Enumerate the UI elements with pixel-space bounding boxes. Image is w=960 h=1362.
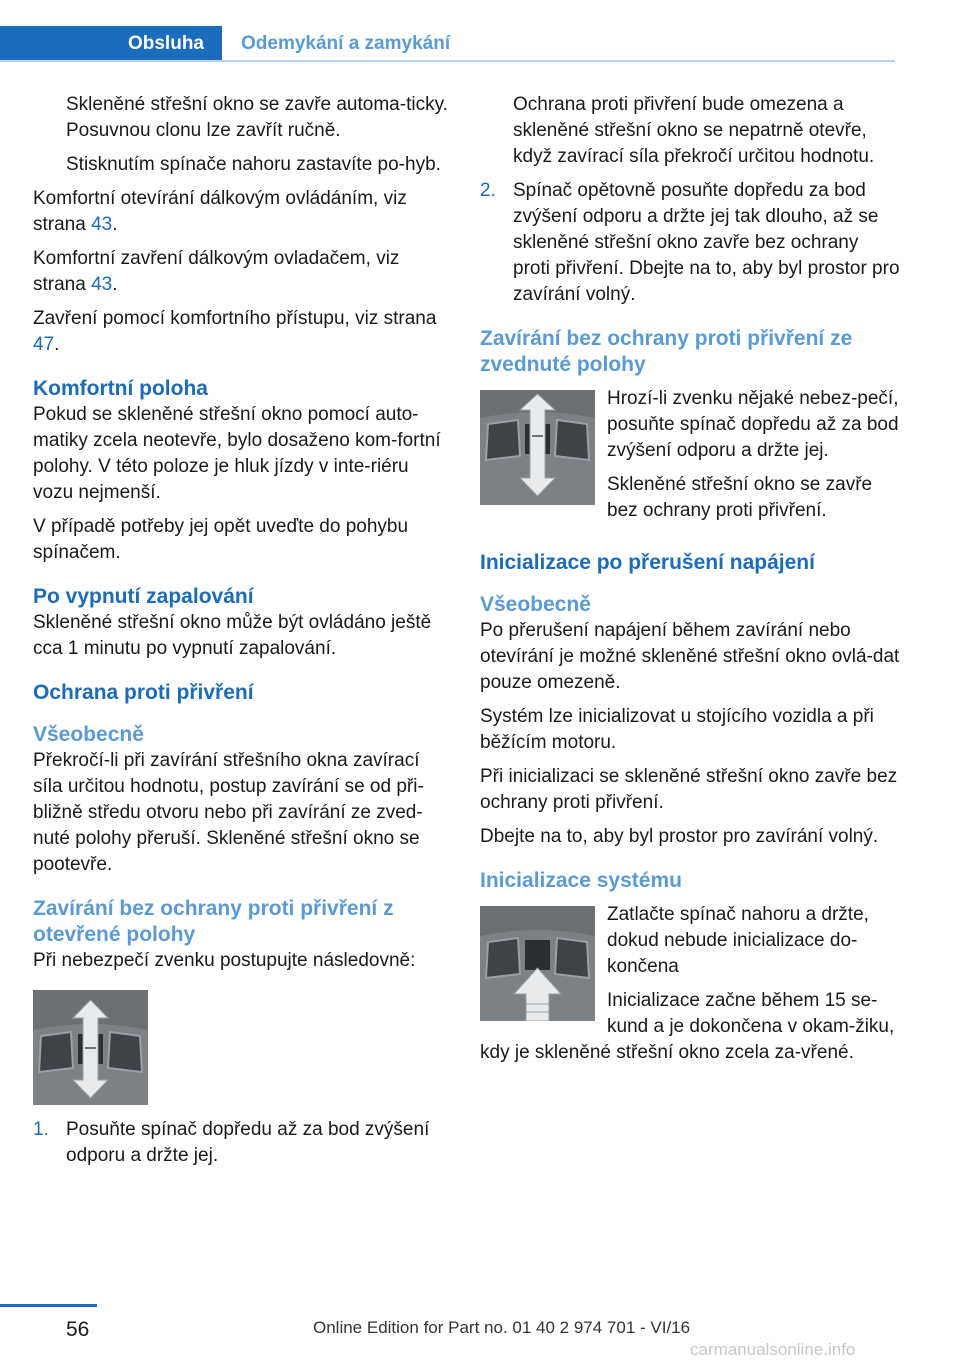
subsection-heading: Zavírání bez ochrany proti přivření z otevřené polohy [33, 897, 394, 946]
subsection-heading: Všeobecně [480, 593, 591, 616]
switch-forward-icon [480, 390, 595, 505]
body-paragraph: Zavření pomocí komfortního přístupu, viz strana 47. [33, 308, 437, 355]
section-heading: Po vypnutí zapalování [33, 585, 254, 608]
step-number: 1. [33, 1119, 49, 1140]
body-paragraph: Při nebezpečí zvenku postupujte následovně: [33, 950, 416, 971]
right-column [480, 92, 900, 1074]
section-tab[interactable]: Odemykání a zamykání [241, 33, 451, 54]
body-paragraph: Překročí-li při zavírání střešního okna zavírací síla určitou hodnotu, postup zavírání se od při‐bližně středu otvoru nebo při zavírání ze zved‐nuté polohy přeruší. Skleněné střešní okno se pootevře. [33, 750, 424, 875]
body-paragraph: Komfortní zavření dálkovým ovladačem, viz strana 43. [33, 248, 400, 295]
body-paragraph: Skleněné střešní okno se zavře bez ochrany proti přivření. [607, 474, 873, 521]
image-text-block [480, 386, 900, 532]
page-link[interactable]: 43 [91, 274, 113, 295]
page-link[interactable]: 47 [33, 334, 55, 355]
section-heading: Inicializace po přerušení napájení [480, 551, 815, 574]
page-header [0, 0, 960, 62]
footer-divider [0, 1304, 97, 1307]
switch-up-icon [480, 906, 595, 1021]
switch-illustration-slide-forward [33, 990, 148, 1105]
subsection-heading: Inicializace systému [480, 869, 682, 892]
list-item: 2. Spínač opětovně posuňte dopředu za bod zvýšení odporu a držte jej tak dlouho, až se skleněné střešní okno zavře bez ochrany proti přivření. Dbejte na to, aby byl prostor pro zavírání volný. [480, 180, 900, 305]
left-column [33, 92, 453, 1177]
switch-illustration-push-up [480, 906, 595, 1021]
chapter-tab[interactable]: Obsluha [0, 26, 222, 62]
body-paragraph: Po přerušení napájení během zavírání nebo otevírání je možné skleněné střešní okno ovlá‐dat pouze omezeně. [480, 620, 900, 693]
switch-forward-icon [33, 990, 148, 1105]
watermark: carmanualsonline.info [690, 1340, 856, 1359]
page-number: 56 [66, 1318, 90, 1341]
step-list [480, 178, 900, 308]
body-paragraph: Hrozí-li zvenku nějaké nebez‐pečí, posuňte spínač dopředu až za bod zvýšení odporu a držte jej. [607, 388, 899, 461]
body-paragraph: Dbejte na to, aby byl prostor pro zavírání volný. [480, 826, 879, 847]
body-paragraph: Inicializace začne během 15 se‐kund a je dokončena v okam‐žiku, kdy je skleněné střešní okno zcela za‐vřené. [480, 990, 895, 1063]
body-paragraph: Komfortní otevírání dálkovým ovládáním, viz strana 43. [33, 188, 407, 235]
section-heading: Komfortní poloha [33, 377, 208, 400]
image-text-block [480, 902, 900, 1074]
body-paragraph: Skleněné střešní okno může být ovládáno ještě cca 1 minutu po vypnutí zapalování. [33, 612, 432, 659]
section-heading: Ochrana proti přivření [33, 681, 254, 704]
subsection-heading: Zavírání bez ochrany proti přivření ze zvednuté polohy [480, 327, 853, 376]
body-paragraph: Systém lze inicializovat u stojícího vozidla a při běžícím motoru. [480, 706, 874, 753]
switch-illustration-raised [480, 390, 595, 505]
page-link[interactable]: 43 [91, 214, 113, 235]
edition-note: Online Edition for Part no. 01 40 2 974 701 - VI/16 [313, 1318, 691, 1337]
intro-paragraph: Stisknutím spínače nahoru zastavíte po‐hyb. [66, 154, 441, 175]
body-paragraph: Při inicializaci se skleněné střešní okno zavře bez ochrany proti přivření. [480, 766, 898, 813]
body-paragraph: Zatlačte spínač nahoru a držte, dokud nebude inicializace do‐končena [607, 904, 869, 977]
subsection-heading: Všeobecně [33, 723, 144, 746]
step-number: 2. [480, 180, 496, 201]
body-paragraph: Ochrana proti přivření bude omezena a skleněné střešní okno se nepatrně otevře, když zavírací síla překročí určitou hodnotu. [513, 94, 875, 167]
header-divider [0, 60, 895, 62]
body-paragraph: V případě potřeby jej opět uveďte do pohybu spínačem. [33, 516, 409, 563]
step-list [33, 1117, 453, 1169]
intro-paragraph: Skleněné střešní okno se zavře automa‐ticky. Posuvnou clonu lze zavřít ručně. [66, 94, 448, 141]
list-item: 1. Posuňte spínač dopředu až za bod zvýšení odporu a držte jej. [33, 1119, 430, 1166]
body-paragraph: Pokud se skleněné střešní okno pomocí auto‐matiky zcela neotevře, bylo dosaženo kom‐fortní polohy. V této poloze je hluk jízdy v inte‐riéru vozu nejmenší. [33, 404, 441, 503]
